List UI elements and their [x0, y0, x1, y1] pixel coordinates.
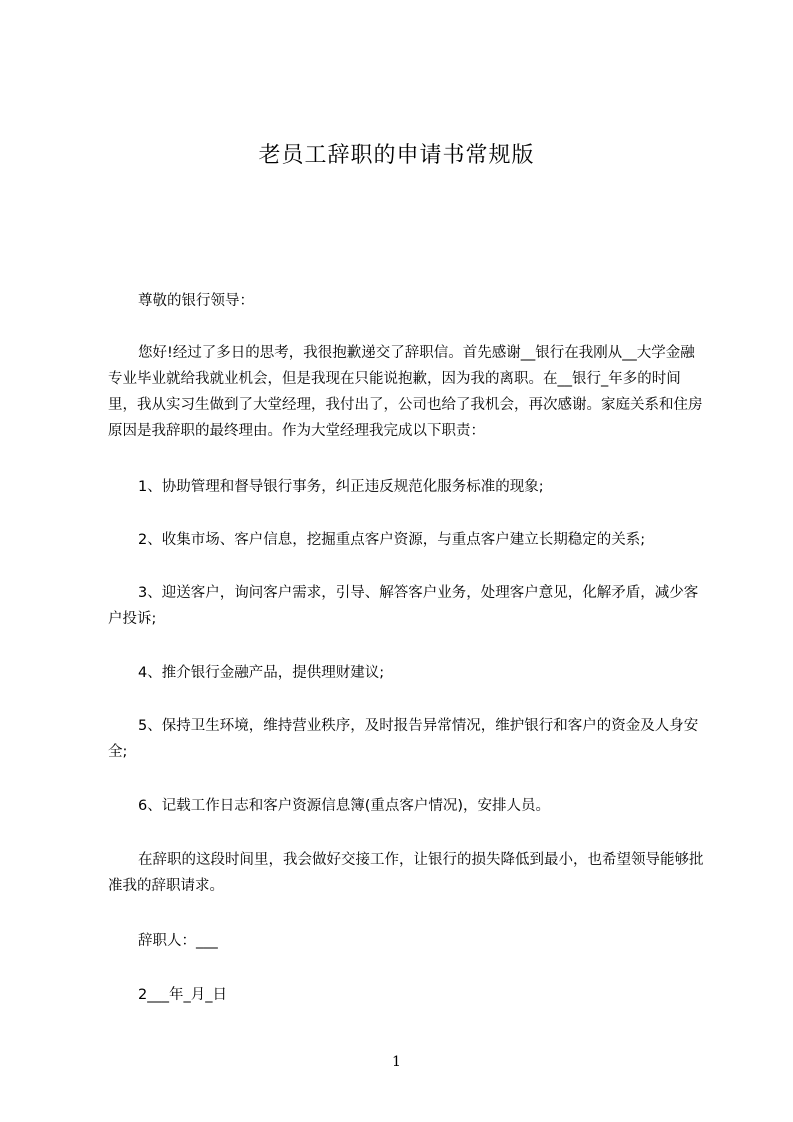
document-title: 老员工辞职的申请书常规版 — [258, 143, 535, 168]
date-line: 2___年_月_日 — [138, 987, 227, 1003]
signer-line: 辞职人：___ — [138, 933, 218, 949]
duty-item-6: 6、记载工作日志和客户资源信息簿(重点客户情况)，安排人员。 — [138, 798, 551, 814]
greeting: 尊敬的银行领导： — [138, 293, 254, 309]
duty-item-5: 5、保持卫生环境，维持营业秩序，及时报告异常情况，维护银行和客户的资金及人身安全; — [108, 718, 699, 760]
duty-item-2: 2、收集市场、客户信息，挖掘重点客户资源，与重点客户建立长期稳定的关系; — [138, 532, 646, 548]
closing-paragraph: 在辞职的这段时间里，我会做好交接工作，让银行的损失降低到最小，也希望领导能够批准我的辞职请求。 — [108, 852, 704, 894]
duty-item-1: 1、协助管理和督导银行事务，纠正违反规范化服务标准的现象; — [138, 479, 544, 495]
page-number: 1 — [392, 1054, 401, 1070]
duty-item-4: 4、推介银行金融产品，提供理财建议; — [138, 665, 385, 681]
duty-item-3: 3、迎送客户，询问客户需求，引导、解答客户业务，处理客户意见，化解矛盾，减少客户投诉; — [108, 585, 699, 627]
intro-paragraph: 您好!经过了多日的思考，我很抱歉递交了辞职信。首先感谢__银行在我刚从__大学金融专业毕业就给我就业机会，但是我现在只能说抱歉，因为我的离职。在__银行_年多的时间里，我从实习生做到了大堂经理，我付出了，公司也给了我机会，再次感谢。家庭关系和住房原因是我辞职的最终理由。作为大堂经理我完成以下职责： — [108, 345, 703, 439]
